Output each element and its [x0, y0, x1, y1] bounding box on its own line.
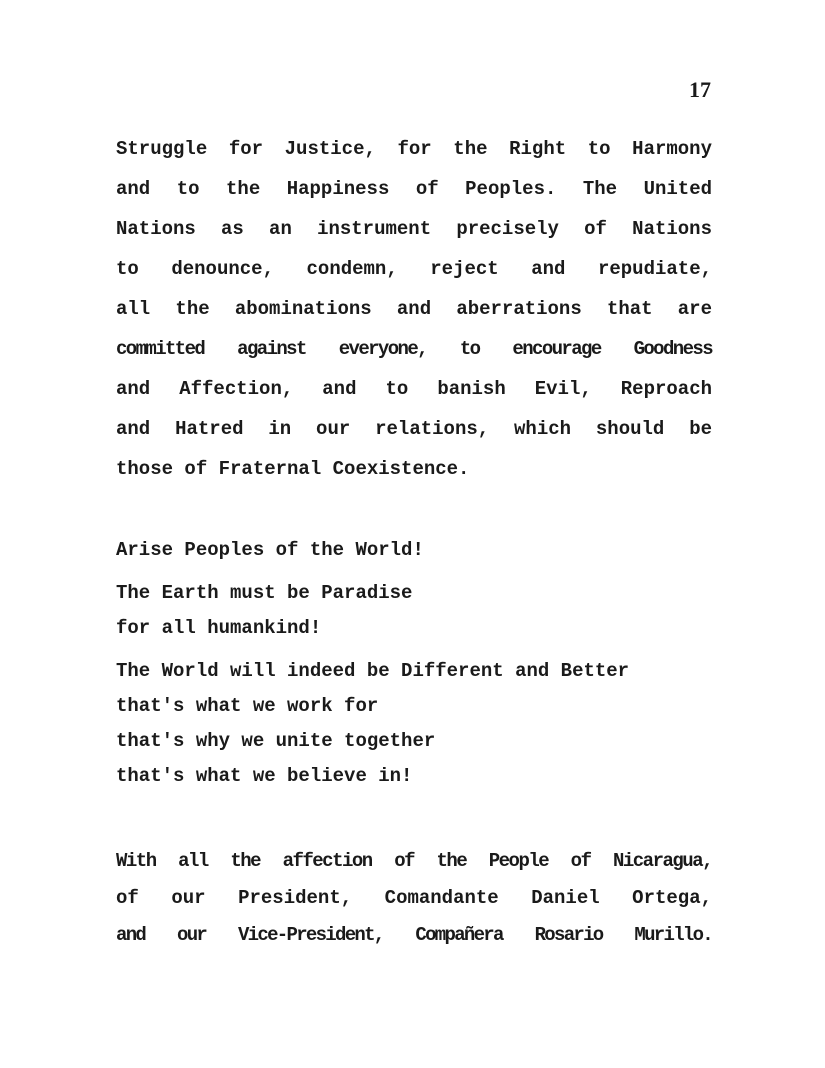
paragraph-line: to denounce, condemn, reject and repudiate, — [116, 258, 712, 280]
closing-line: and our Vice-President, Compañera Rosario Murillo. — [116, 924, 712, 946]
page-number: 17 — [689, 77, 711, 102]
paragraph-line: and to the Happiness of Peoples. The United — [116, 178, 712, 200]
closing-line: of our President, Comandante Daniel Ortega, — [116, 887, 712, 909]
paragraph-line: all the abominations and aberrations that are — [116, 298, 712, 320]
paragraph-line: Struggle for Justice, for the Right to Harmony — [116, 138, 712, 160]
closing-salutation — [116, 845, 712, 956]
poem-verse — [116, 536, 712, 797]
poem-line: Arise Peoples of the World! — [116, 539, 424, 561]
paragraph-line: Nations as an instrument precisely of Nations — [116, 218, 712, 240]
poem-line: for all humankind! — [116, 617, 322, 639]
paragraph-line: and Affection, and to banish Evil, Reproach — [116, 378, 712, 400]
closing-line: With all the affection of the People of Nicaragua, — [116, 850, 712, 872]
poem-line: that's what we work for — [116, 695, 379, 717]
poem-line: The Earth must be Paradise — [116, 582, 413, 604]
paragraph-line-last: those of Fraternal Coexistence. — [116, 458, 470, 480]
paragraph-line: and Hatred in our relations, which should be — [116, 418, 712, 440]
poem-line: that's why we unite together — [116, 730, 436, 752]
body-paragraph — [116, 133, 712, 493]
paragraph-line: committed against everyone, to encourage Goodness — [116, 338, 712, 360]
poem-line: that's what we believe in! — [116, 765, 413, 787]
poem-line: The World will indeed be Different and Better — [116, 660, 630, 682]
